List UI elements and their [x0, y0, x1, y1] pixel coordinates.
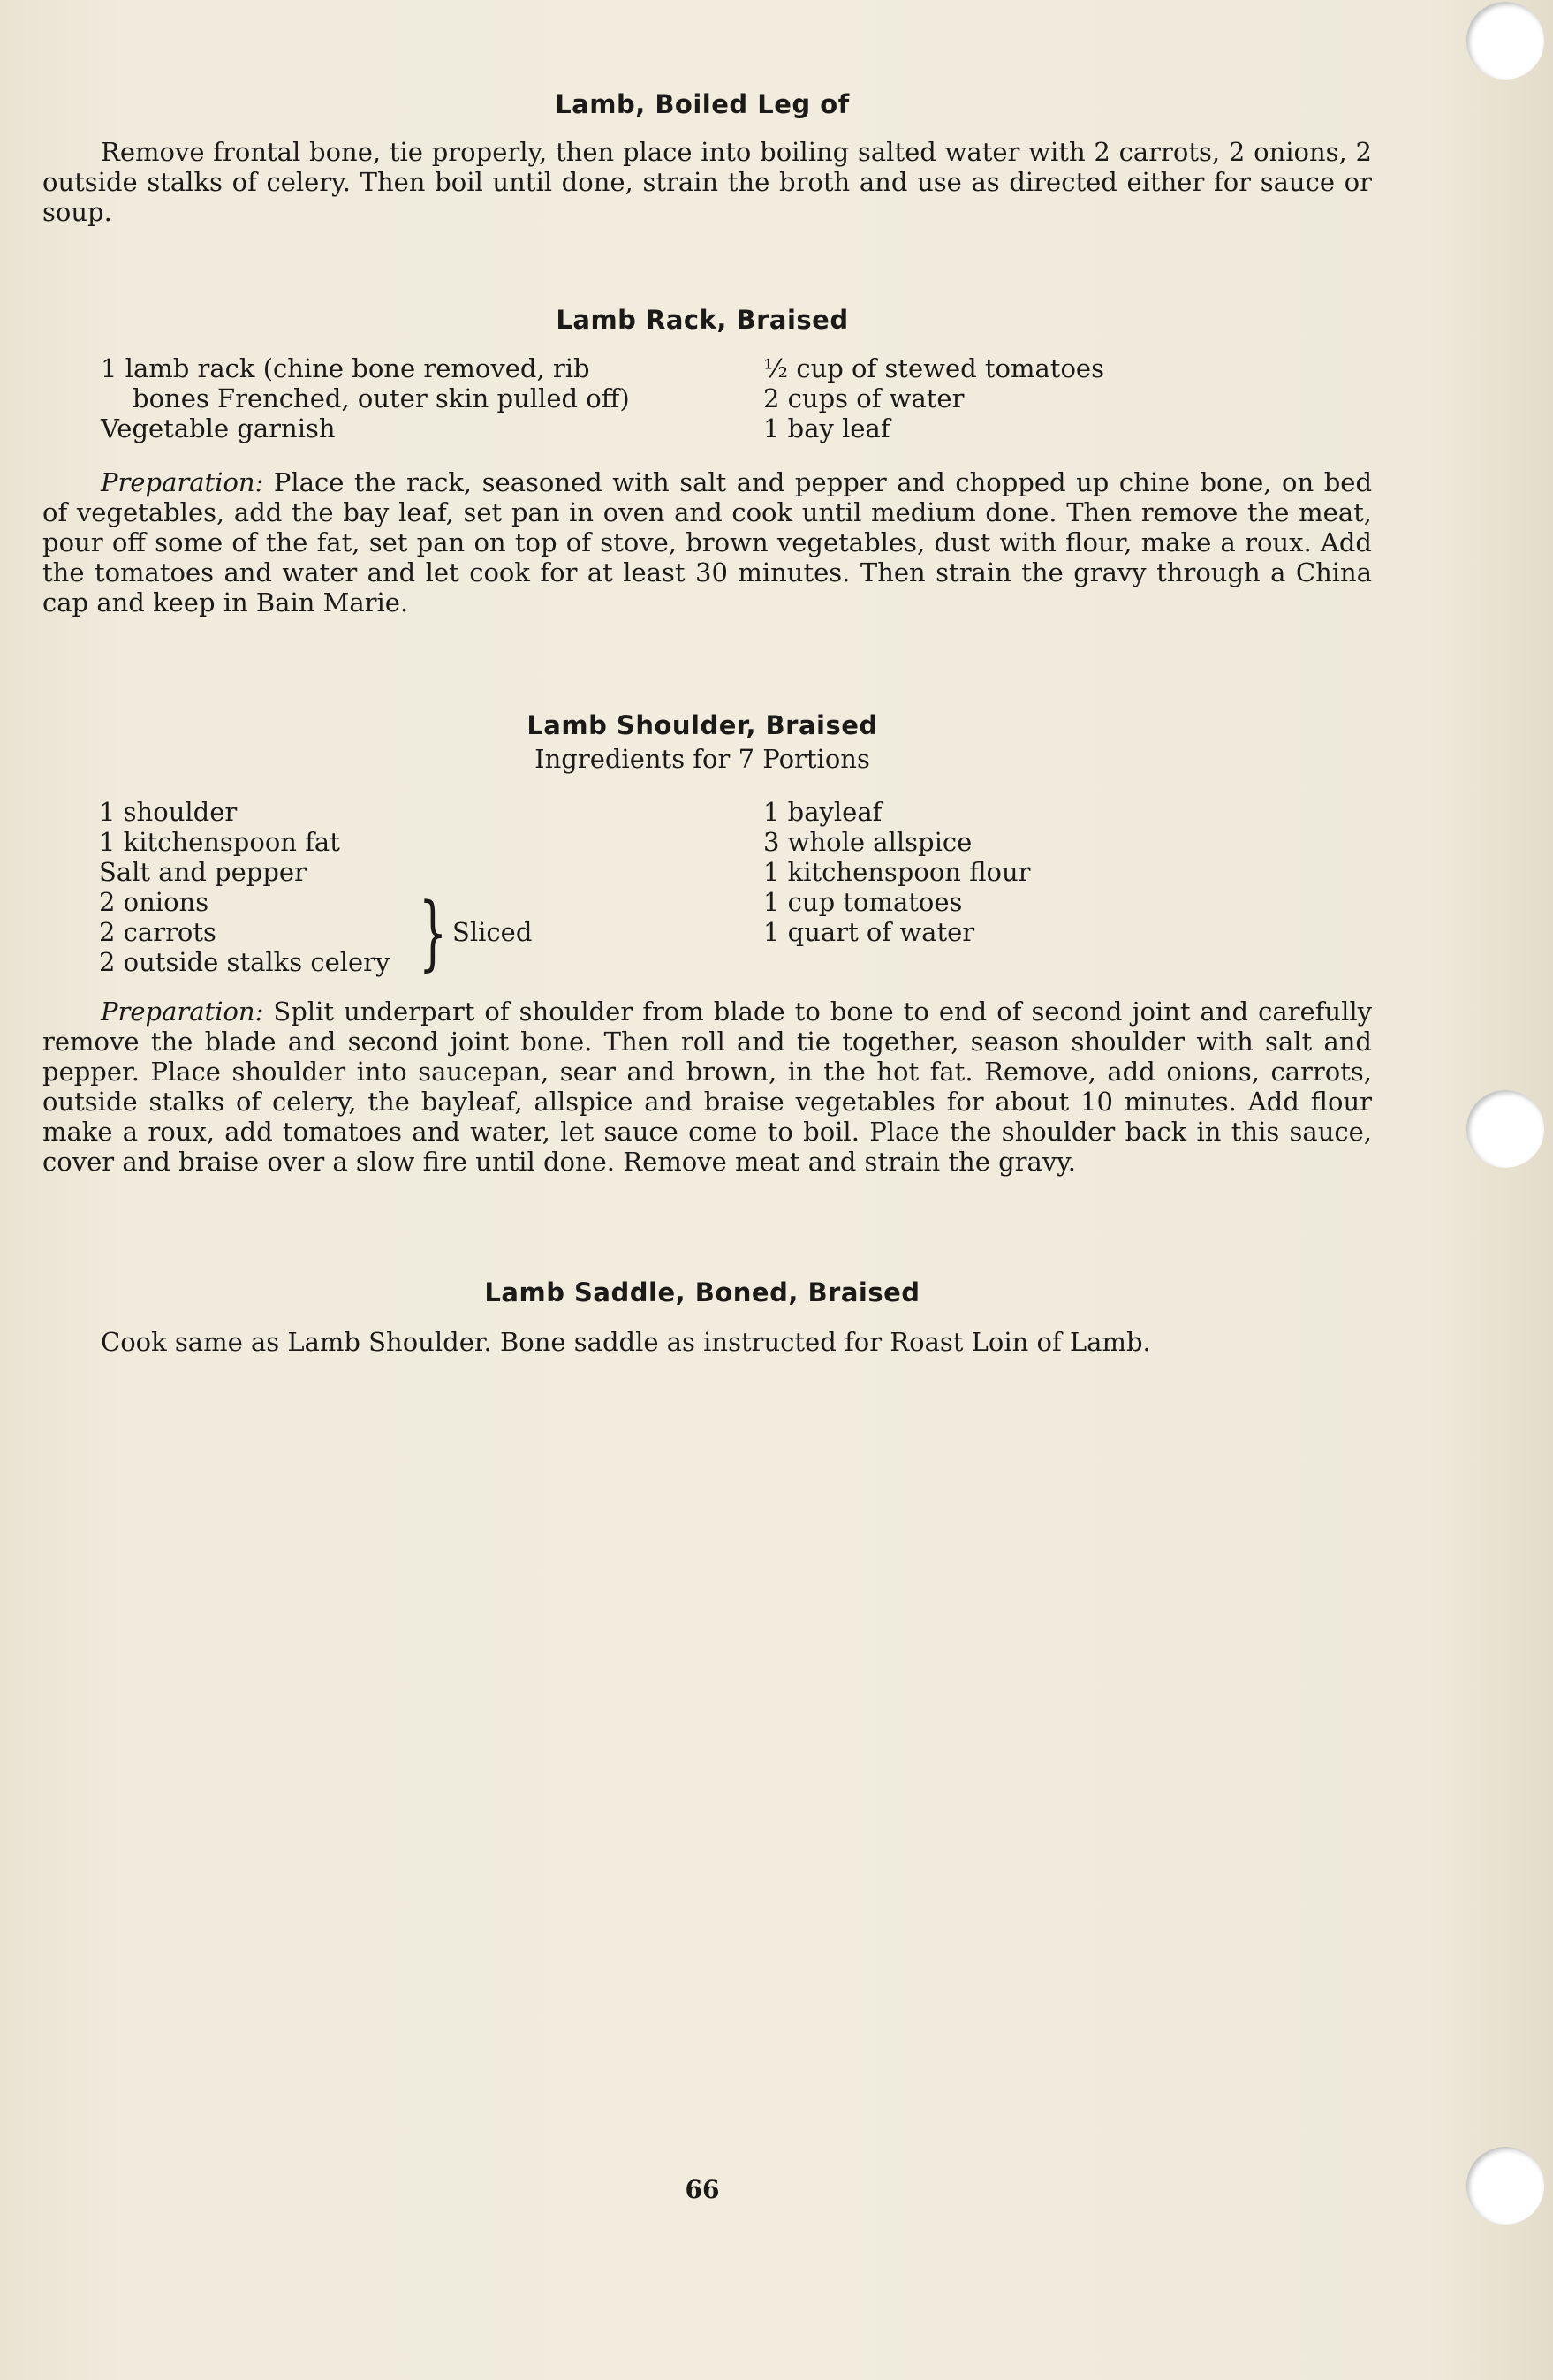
preparation-text: Split underpart of shoulder from blade to bone to end of second joint and carefully remove the blade and second joint bone. Then roll and tie together, season shoulder with salt and pepper. Place shoulder into saucepan, sear and brown, in the hot fat. Remove, add onions, carrots, outside stalks of celery, the bayleaf, allspice and braise vegetables for about 10 minutes. Add flour make a roux, add tomatoes and water, let sauce come to boil. Place the shoulder back in this sauce, cover and braise over a slow fire until done. Remove meat and strain the gravy. [42, 997, 1373, 1177]
ingredient-right-line: 1 quart of water [763, 917, 975, 947]
preparation-label: Preparation: [101, 997, 264, 1027]
ingredient-left-line: 1 kitchenspoon fat [99, 827, 340, 857]
ingredient-right-line: 1 kitchenspoon flour [763, 857, 1031, 887]
ingredient-right-line: 1 bayleaf [763, 797, 883, 827]
ingredient-left-line: 1 shoulder [99, 797, 238, 827]
ingredient-right-line: 3 whole allspice [763, 827, 973, 857]
recipe-title-saddle-braised: Lamb Saddle, Boned, Braised [484, 1277, 920, 1307]
binder-hole-bottom [1466, 2147, 1544, 2225]
recipe-text-saddle: Cook same as Lamb Shoulder. Bone saddle as instructed for Roast Loin of Lamb. [101, 1327, 1151, 1357]
ingredient-right-line: 1 bay leaf [763, 413, 890, 443]
ingredient-left-line: 2 onions [99, 887, 209, 917]
recipe-text-boiled-leg: Remove frontal bone, tie properly, then place into boiling salted water with 2 carrots, 2 onions, 2 outside stalks of celery. Then boil until done, strain the broth and use as directed either for sauce or soup. [42, 137, 1372, 227]
recipe-title-shoulder-braised: Lamb Shoulder, Braised [527, 710, 878, 740]
recipe-title-boiled-leg: Lamb, Boiled Leg of [555, 89, 850, 119]
ingredient-left-line: 1 lamb rack (chine bone removed, rib [101, 353, 590, 383]
ingredient-right-line: ½ cup of stewed tomatoes [763, 353, 1104, 383]
recipe-subtitle-portions: Ingredients for 7 Portions [534, 744, 870, 774]
page-number: 66 [685, 2175, 720, 2204]
recipe-preparation-rack [42, 467, 1372, 618]
ingredient-left-line: 2 carrots [99, 917, 216, 947]
ingredient-left-line: Vegetable garnish [101, 413, 336, 443]
preparation-label: Preparation: [101, 467, 264, 497]
recipe-preparation-shoulder [42, 997, 1372, 1177]
sliced-brace: } [419, 885, 448, 980]
ingredient-right-line: 2 cups of water [763, 383, 965, 413]
preparation-text: Place the rack, seasoned with salt and pepper and chopped up chine bone, on bed of vegetables, add the bay leaf, set pan in oven and cook until medium done. Then remove the meat, pour off some of the fat, set pan on top of stove, brown vegetables, dust with flour, make a roux. Add the tomatoes and water and let cook for at least 30 minutes. Then strain the gravy through a China cap and keep in Bain Marie. [42, 467, 1373, 618]
ingredient-right-line: 1 cup tomatoes [763, 887, 963, 917]
sliced-label: Sliced [452, 917, 533, 947]
binder-hole-middle [1466, 1090, 1544, 1168]
ingredient-left-line: bones Frenched, outer skin pulled off) [133, 383, 630, 413]
recipe-title-rack-braised: Lamb Rack, Braised [556, 305, 849, 335]
binder-hole-top [1466, 2, 1544, 80]
ingredient-left-line: 2 outside stalks celery [99, 947, 390, 977]
ingredient-left-line: Salt and pepper [99, 857, 307, 887]
